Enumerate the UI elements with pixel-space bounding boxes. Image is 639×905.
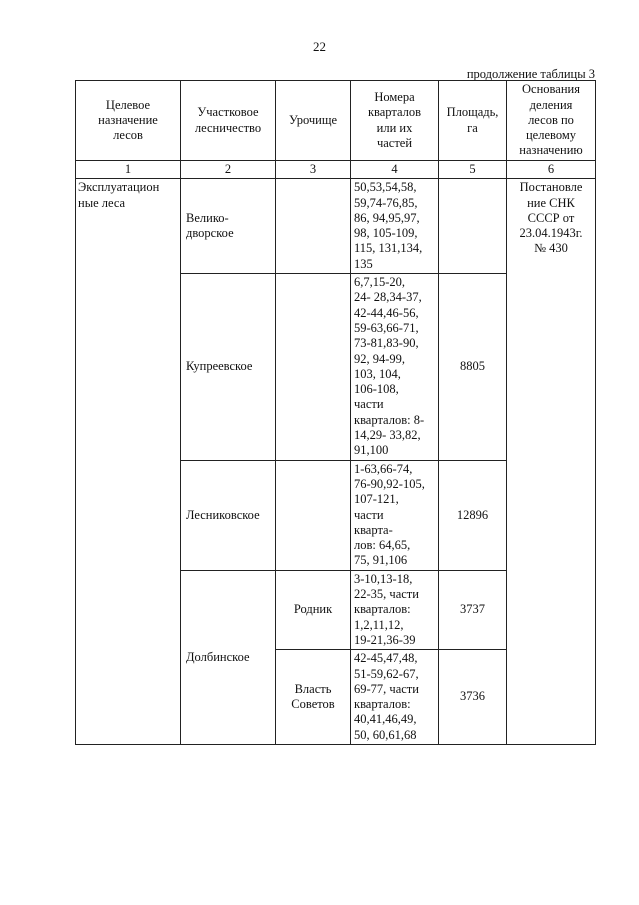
header-tract: Урочище — [276, 81, 351, 161]
table-row — [76, 179, 596, 274]
forest-purpose-table — [75, 80, 596, 745]
quarters-cell: 42-45,47,48, 51-59,62-67, 69-77, части кварталов: 40,41,46,49, 50, 60,61,68 — [351, 650, 439, 745]
tract-cell — [276, 274, 351, 461]
page-number: 22 — [313, 39, 326, 54]
basis-cell: Постановле ние СНК СССР от 23.04.1943г. № 430 — [507, 179, 596, 745]
tract-cell: Власть Советов — [276, 650, 351, 745]
tract-cell: Родник — [276, 570, 351, 649]
column-number: 4 — [351, 161, 439, 179]
column-number: 2 — [181, 161, 276, 179]
district-cell: Долбинское — [181, 570, 276, 744]
column-number: 3 — [276, 161, 351, 179]
quarters-cell: 1-63,66-74, 76-90,92-105, 107-121, части кварта- лов: 64,65, 75, 91,106 — [351, 460, 439, 570]
column-number: 6 — [507, 161, 596, 179]
table-continuation-label: продолжение таблицы 3 — [466, 67, 595, 81]
column-number-row — [76, 161, 596, 179]
area-cell: 8805 — [439, 274, 507, 461]
area-cell: 12896 — [439, 460, 507, 570]
tract-cell — [276, 460, 351, 570]
quarters-cell: 3-10,13-18, 22-35, части кварталов: 1,2,11,12, 19-21,36-39 — [351, 570, 439, 649]
table-header-row — [76, 81, 596, 161]
district-cell: Купреевское — [181, 274, 276, 461]
purpose-cell: Эксплуатацион ные леса — [76, 179, 181, 745]
quarters-cell: 50,53,54,58, 59,74-76,85, 86, 94,95,97, 98, 105-109, 115, 131,134, 135 — [351, 179, 439, 274]
header-purpose: Целевое назначение лесов — [76, 81, 181, 161]
area-cell: 3737 — [439, 570, 507, 649]
area-cell: 3736 — [439, 650, 507, 745]
district-cell: Велико- дворское — [181, 179, 276, 274]
district-cell: Лесниковское — [181, 460, 276, 570]
header-quarters: Номера кварталов или их частей — [351, 81, 439, 161]
header-area: Площадь, га — [439, 81, 507, 161]
column-number: 5 — [439, 161, 507, 179]
header-basis: Основания деления лесов по целевому назначению — [507, 81, 596, 161]
quarters-cell: 6,7,15-20, 24- 28,34-37, 42-44,46-56, 59-63,66-71, 73-81,83-90, 92, 94-99, 103, 104, 106-108, части кварталов: 8- 14,29- 33,82, 91,100 — [351, 274, 439, 461]
column-number: 1 — [76, 161, 181, 179]
header-district: Участковое лесничество — [181, 81, 276, 161]
area-cell — [439, 179, 507, 274]
tract-cell — [276, 179, 351, 274]
